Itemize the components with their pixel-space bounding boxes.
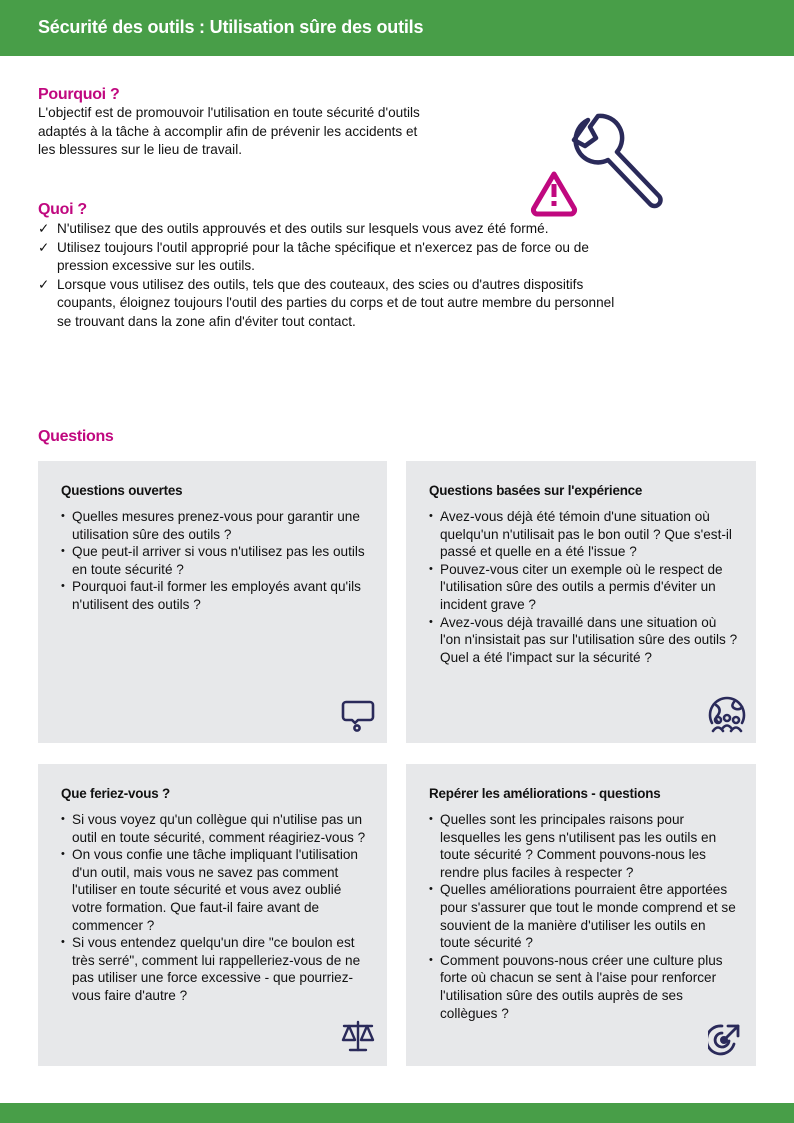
card-improvements-questions xyxy=(406,764,756,1066)
list-item: • Que peut-il arriver si vous n'utilisez pas les outils en toute sécurité ? xyxy=(61,544,365,577)
questions-heading: Questions xyxy=(38,428,114,445)
check-icon: ✓ xyxy=(38,239,50,255)
why-heading: Pourquoi ? xyxy=(38,86,120,103)
card-title: Repérer les améliorations - questions xyxy=(429,786,661,801)
what-item: ✓ Lorsque vous utilisez des outils, tels que des couteaux, des scies ou d'autres dispositifs coupants, éloignez toujours l'outil des parties du corps et de tout autre membre du personnel se trouvant dans la zone afin d'éviter tout contact. xyxy=(38,276,615,329)
wrench-icon xyxy=(574,116,661,206)
list-item: • Pourquoi faut-il former les employés avant qu'ils n'utilisent des outils ? xyxy=(61,579,361,612)
card-title: Questions basées sur l'expérience xyxy=(429,483,643,498)
card-title: Que feriez-vous ? xyxy=(61,786,170,801)
list-item: • Pouvez-vous citer un exemple où le respect de l'utilisation sûre des outils a permis d'éviter un incident grave ? xyxy=(429,561,723,612)
globe-people-icon xyxy=(706,695,748,737)
scales-icon xyxy=(340,1018,376,1054)
target-arrow-icon xyxy=(708,1020,744,1056)
what-item: ✓ N'utilisez que des outils approuvés et des outils sur lesquels vous avez été formé. xyxy=(38,220,618,239)
why-text: L'objectif est de promouvoir l'utilisation en toute sécurité d'outils adaptés à la tâche à accomplir afin de prévenir les accidents et les blessures sur le lieu de travail. xyxy=(38,105,420,157)
list-item: • Si vous voyez qu'un collègue qui n'utilise pas un outil en toute sécurité, comment réagiriez-vous ? xyxy=(61,812,366,845)
list-item: • Quelles sont les principales raisons pour lesquelles les gens n'utilisent pas les outils en toute sécurité ? Comment pouvons-nous les rendre plus faciles à respecter ? xyxy=(429,812,717,880)
card-list xyxy=(429,811,739,1022)
list-item: • Avez-vous déjà travaillé dans une situation où l'on n'insistait pas sur l'utilisation sûre des outils ? Quel a été l'impact sur la sécurité ? xyxy=(429,614,738,665)
list-item: • Si vous entendez quelqu'un dire "ce boulon est très serré", comment lui rappelleriez-vous de ne pas utiliser une force excessive - que pourriez-vous faire d'autre ? xyxy=(61,935,361,1003)
card-experience-questions xyxy=(406,461,756,743)
hero-illustration xyxy=(526,112,666,222)
card-open-questions xyxy=(38,461,387,743)
check-icon: ✓ xyxy=(38,276,50,292)
page-header xyxy=(0,0,794,56)
speech-bubble-icon xyxy=(340,697,376,733)
list-item: • Quelles mesures prenez-vous pour garantir une utilisation sûre des outils ? xyxy=(61,509,360,542)
what-list xyxy=(38,220,618,331)
what-heading: Quoi ? xyxy=(38,201,87,218)
what-item: ✓ Utilisez toujours l'outil approprié pour la tâche spécifique et n'exercez pas de force ou de pression excessive sur les outils. xyxy=(38,239,589,273)
list-item: • Avez-vous déjà été témoin d'une situation où quelqu'un n'utilisait pas le bon outil ? Que s'est-il passé et quelle en a été l'issue ? xyxy=(429,509,732,560)
list-item: • On vous confie une tâche impliquant l'utilisation d'un outil, mais vous ne savez pas comment l'utiliser en toute sécurité et vous avez oublié votre formation. Que faut-il faire avant de commencer ? xyxy=(61,847,358,933)
card-list xyxy=(61,811,371,1005)
page-footer xyxy=(0,1103,794,1123)
card-what-would-you-do xyxy=(38,764,387,1066)
list-item: • Comment pouvons-nous créer une culture plus forte où chacun se sent à l'aise pour renforcer l'utilisation sûre des outils auprès de ses collègues ? xyxy=(429,952,723,1021)
warning-icon xyxy=(533,174,574,214)
page-title: Sécurité des outils : Utilisation sûre des outils xyxy=(38,17,424,37)
card-title: Questions ouvertes xyxy=(61,483,183,498)
check-icon: ✓ xyxy=(38,221,50,236)
card-list xyxy=(429,508,739,666)
list-item: • Quelles améliorations pourraient être apportées pour s'assurer que tout le monde comprend et se souvient de la manière d'utiliser les outils en toute sécurité ? xyxy=(429,882,736,951)
card-list xyxy=(61,508,371,614)
